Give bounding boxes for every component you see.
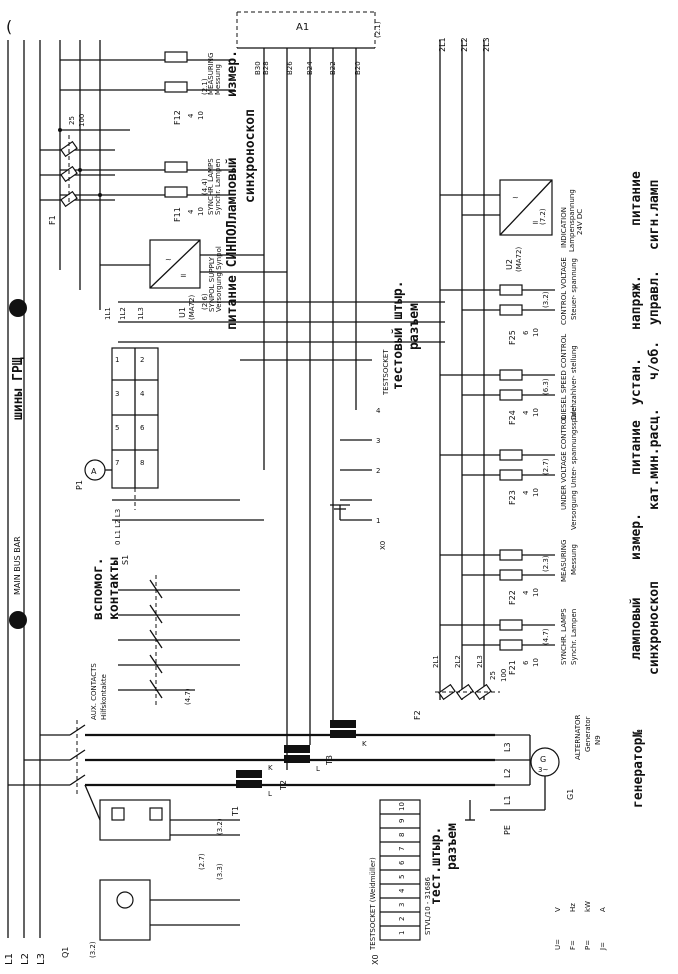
ct-t2-l: L (316, 765, 320, 773)
f23-name: F23 (508, 490, 517, 505)
q1-ref-4: (3.2) (89, 941, 97, 958)
measuring-top-en: MEASURING (207, 52, 215, 95)
sb-ru-2: синхроноскоп (647, 581, 662, 675)
p1-name: P1 (75, 480, 84, 490)
bus-label-l2: L2 (20, 953, 31, 965)
sb-de: Synchr. Lampen (570, 608, 578, 665)
f24-num: 4 (522, 410, 530, 415)
term-b22: B22 (329, 61, 337, 75)
legend-f-v: Hz (569, 903, 577, 912)
q1-name: Q1 (61, 946, 70, 958)
f2-l1: 2L1 (432, 655, 440, 668)
aux-ru-2: контакты (107, 557, 122, 620)
ts-pin-3: 3 (376, 437, 381, 445)
f2-num: 25 (489, 671, 497, 680)
x0-pin-4: 4 (398, 888, 406, 893)
switch-num-2: 2 (140, 356, 145, 364)
ts-pin-2: 2 (376, 467, 381, 475)
f22-name: F22 (508, 590, 517, 605)
q1-ref-2: (3.3) (216, 863, 224, 880)
ts-ru-1: тестовый штыр. (391, 280, 406, 390)
alt-term-l2: L2 (503, 768, 512, 778)
fuse-f11-b (165, 187, 187, 197)
s1-positions: 0 L1 L2 L3 (114, 508, 122, 545)
cv-ru-1: напряж. (629, 275, 644, 330)
indication-de: Lampenspannung (568, 189, 576, 252)
synpol-ref: (2.6) (201, 293, 209, 310)
f11-num: 4 (187, 209, 195, 214)
fuse-f22-a (500, 550, 522, 560)
q1-motor (117, 892, 133, 908)
alt-de: Generator (584, 716, 592, 752)
f22-num: 4 (522, 590, 530, 595)
ts-x0: X0 (379, 540, 387, 550)
fuse-f24-b (500, 390, 522, 400)
synch-top-ref: (4.4) (201, 178, 209, 195)
sb-ref: (4.7) (542, 628, 550, 645)
a1-terminal-strip (237, 12, 382, 770)
fuse-f23-a (500, 450, 522, 460)
ds-en: DIESEL SPEED CONTROL (560, 333, 568, 420)
legend-u-k: U= (554, 939, 562, 950)
pot-1l3: 1L3 (137, 307, 145, 320)
ct-t3-k: K (362, 740, 367, 748)
ts-pin-4: 4 (376, 407, 381, 415)
legend-j-v: A (599, 907, 607, 912)
synch-top-ru-2: синхроноскоп (243, 109, 258, 203)
x0-pin-10: 10 (398, 802, 406, 811)
legend-f-k: F= (569, 940, 577, 950)
pot-1l1: 1L1 (104, 307, 112, 320)
x0-type: STVL/10 - 31686 (424, 877, 432, 935)
f2-den: 100 (500, 668, 508, 682)
term-b26: B26 (286, 61, 294, 75)
ammeter-symbol: A (91, 467, 97, 476)
cv-ref: (3.2) (542, 291, 550, 308)
cv-en: CONTROL VOLTAGE (560, 257, 568, 325)
f21-den: 10 (532, 658, 540, 667)
legend-p-v: kW (584, 901, 592, 912)
f23-num: 4 (522, 490, 530, 495)
testsocket-top (240, 280, 422, 550)
fuse-f22-b (500, 570, 522, 580)
f21-num: 6 (522, 660, 530, 665)
selector-switch-s1 (75, 348, 264, 565)
mb-de: Messung (570, 544, 578, 575)
aux-contacts (90, 554, 240, 720)
ts-title: TESTSOCKET (382, 349, 390, 395)
control-fuses (440, 285, 555, 675)
synpol-de: Versorgung Synpol (215, 246, 223, 312)
alt-g: G (540, 755, 547, 764)
ct-t1-k: K (268, 764, 273, 772)
indication-ru-1: питание (629, 171, 644, 226)
fuse-f11-a (165, 162, 187, 172)
aux-ru-1: вспомог. (91, 557, 106, 620)
ds-de: Drehzahlver- stellung (570, 345, 578, 420)
pot-1l2: 1L2 (119, 307, 127, 320)
fuse-f12-a (165, 52, 187, 62)
indication-ref: (7.2) (539, 208, 547, 225)
indication-en: INDICATION (560, 207, 568, 248)
f25-num: 6 (522, 330, 530, 335)
u2-type: (MA72) (515, 246, 523, 272)
f2-name: F2 (413, 710, 422, 720)
svg-text:~: ~ (512, 193, 519, 202)
aux-de: Hilfskontakte (100, 674, 108, 720)
term-b30: B30 (254, 61, 262, 75)
alt-phase: 3~ (538, 766, 549, 774)
bus-title: MAIN BUS BAR (13, 536, 22, 595)
term-b28: B28 (262, 61, 270, 75)
alt-no: N9 (594, 735, 602, 745)
fuse-f25-b (500, 305, 522, 315)
right-line-2l3: 2L3 (482, 37, 491, 52)
x0-pin-3: 3 (398, 902, 406, 907)
function-descriptions (560, 257, 662, 675)
right-line-2l2: 2L2 (460, 37, 469, 52)
uv-ru-2: кат.мин.расц. (647, 408, 662, 510)
a1-ref: (2.1) (374, 21, 382, 38)
testsocket-bottom (369, 800, 460, 965)
f1-name: F1 (48, 215, 57, 225)
switch-num-4: 4 (140, 390, 145, 398)
alternator-section (413, 655, 646, 835)
x0-pin-6: 6 (398, 860, 406, 865)
uv-en: UNDER VOLTAGE CONTROL (560, 414, 568, 510)
alt-g1: G1 (566, 788, 575, 800)
measuring-top-de: Messung (214, 64, 222, 95)
synch-top-ru-1: ламповый (225, 157, 240, 220)
x0-pin-7: 7 (398, 846, 406, 851)
switch-num-5: 5 (115, 424, 120, 432)
f12-den: 10 (197, 111, 205, 120)
u1-type: (MA72) (188, 294, 196, 320)
fuse-f21-b (500, 640, 522, 650)
alt-term-pe: PE (503, 825, 512, 835)
uv-ref: (2.7) (542, 458, 550, 475)
f21-name: F21 (508, 660, 517, 675)
cv-de: Steuer- spannung (570, 258, 578, 320)
f22-den: 10 (532, 588, 540, 597)
fuse-f24-a (500, 370, 522, 380)
ct-t1-core-a (236, 770, 262, 778)
right-line-2l1: 2L1 (438, 37, 447, 52)
synpol-ru: питание СИНПОЛ (225, 220, 240, 330)
legend-p-k: P= (584, 939, 592, 950)
ct-t2-core-a (284, 745, 310, 753)
fuse-f21-a (500, 620, 522, 630)
ct-t3-core-b (330, 730, 356, 738)
legend-u-v: V (554, 907, 562, 912)
alt-ru: генератор№ (631, 729, 646, 808)
synch-top-en: SYNCHR. LAMPS (207, 158, 215, 215)
svg-text:~: ~ (165, 255, 172, 264)
ds-ru-2: ч/об. (647, 340, 662, 380)
cv-ru-2: управл. (647, 270, 662, 325)
synch-top-de: Synchr. Lampen (214, 158, 222, 215)
switch-num-8: 8 (140, 459, 145, 467)
measuring-top-ref: (2.1) (201, 78, 209, 95)
q1-ref-1: (3.2) (216, 818, 224, 835)
x0-title: TESTSOCKET (Weidmüller) (369, 857, 377, 950)
alt-term-l1: L1 (503, 795, 512, 805)
main-bus-bar (4, 40, 47, 965)
u1-name: U1 (178, 307, 187, 318)
switch-num-6: 6 (140, 424, 145, 432)
alt-term-l3: L3 (503, 742, 512, 752)
sb-en: SYNCHR. LAMPS (560, 608, 568, 665)
f11-den: 10 (197, 207, 205, 216)
x0-pin-5: 5 (398, 874, 406, 879)
mb-ru: измер. (629, 513, 644, 560)
x0-ru-1: тест.штыр. (429, 826, 444, 905)
svg-text:=: = (180, 271, 187, 280)
x0-pin-2: 2 (398, 916, 406, 921)
ts-ru-2: разъем (407, 303, 422, 350)
ds-ref: (6.3) (542, 378, 550, 395)
fuse-f25-a (500, 285, 522, 295)
ds-ru-1: устан. (629, 358, 644, 405)
ct-t1-l: L (268, 790, 272, 798)
f25-name: F25 (508, 330, 517, 345)
bus-label-l1: L1 (4, 953, 15, 965)
ts-pin-1: 1 (376, 517, 381, 525)
switch-num-3: 3 (115, 390, 120, 398)
indication-ru-2: сигн.ламп (647, 179, 662, 250)
f1-num: 25 (68, 116, 76, 125)
aux-ref: (4.7) (184, 688, 192, 705)
ct-t2: T2 (279, 780, 288, 790)
mb-en: MEASURING (560, 539, 568, 582)
switch-num-1: 1 (115, 356, 120, 364)
f25-den: 10 (532, 328, 540, 337)
q1-ref-3: (2.7) (198, 853, 206, 870)
f1-den: 100 (78, 113, 86, 127)
u2-name: U2 (505, 259, 514, 270)
f23-den: 10 (532, 488, 540, 497)
f24-name: F24 (508, 410, 517, 425)
sb-ru-1: ламповый (629, 597, 644, 660)
measuring-top-ru: измер. (225, 50, 240, 97)
q1-trip-box (100, 880, 150, 940)
indication-u2 (440, 171, 662, 272)
synpol-en: SYNPOL SUPPLY (208, 256, 216, 312)
uv-ru-1: питание (629, 420, 644, 475)
fuse-f12-b (165, 82, 187, 92)
a1-label: A1 (296, 22, 310, 33)
indication-volt: 24V DC (576, 208, 584, 235)
synpol-supply-u1 (100, 220, 287, 330)
ct-t2-core-b (284, 755, 310, 763)
switch-num-7: 7 (115, 459, 120, 467)
bus-title-ru: шины ГРЩ (11, 357, 26, 420)
term-b20: B20 (354, 61, 362, 75)
x0-pin-1: 1 (398, 930, 406, 935)
f12-num: 4 (187, 113, 195, 118)
s1-name: S1 (121, 554, 130, 565)
f24-den: 10 (532, 408, 540, 417)
main-circuit (8, 720, 495, 817)
alt-en: ALTERNATOR (574, 714, 582, 760)
ct-t1: T1 (231, 806, 240, 816)
breaker-q1 (61, 785, 240, 958)
ct-t3: T3 (325, 755, 334, 765)
right-supply-lines (438, 37, 491, 700)
mb-ref: (2.3) (542, 555, 550, 572)
x0-pin-9: 9 (398, 818, 406, 823)
ct-t1-core-b (236, 780, 262, 788)
units-legend (554, 901, 607, 951)
ct-t3-core-a (330, 720, 356, 728)
svg-text:=: = (532, 218, 539, 227)
x0-pin-8: 8 (398, 832, 406, 837)
f2-l3: 2L3 (476, 655, 484, 668)
fuse-f23-b (500, 470, 522, 480)
x0-label: X0 (371, 954, 380, 965)
f2-l2: 2L2 (454, 655, 462, 668)
x0-ru-2: разъем (445, 823, 460, 870)
term-b24: B24 (306, 61, 314, 75)
scan-mark: ( (6, 17, 13, 36)
bus-label-l3: L3 (36, 953, 47, 965)
aux-en: AUX. CONTACTS (90, 663, 98, 720)
f12-name: F12 (173, 110, 182, 125)
f11-name: F11 (173, 207, 182, 222)
legend-j-k: J= (599, 942, 607, 950)
uv-de: Versorgung Unter- spannungsspule (570, 407, 578, 530)
